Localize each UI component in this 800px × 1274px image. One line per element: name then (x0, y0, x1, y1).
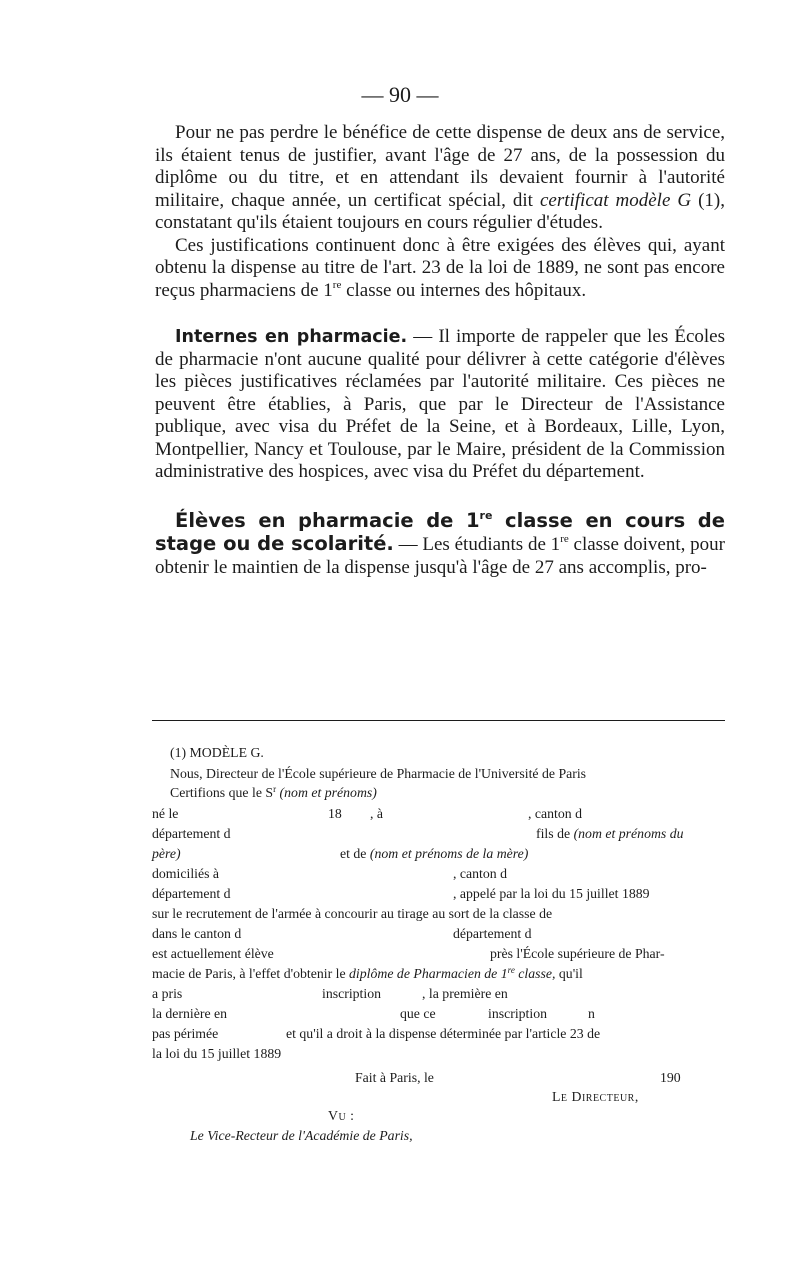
footnote-field: et qu'il a droit à la dispense déterminée par l'article 23 de (286, 1026, 601, 1041)
section-internes: Internes en pharmacie. — Il importe de rappeler que les Écoles de pharmacie n'ont aucune qualité pour délivrer à cette catégorie d'élèves les pièces justificatives réclamées par l'autorité militaire. Ces pièces ne peuvent être établies, à Paris, que par le Directeur de l'Assistance publique, avec visa du Préfet de la Seine, et à Bordeaux, Lille, Lyon, Montpellier, Nancy et Toulouse, par le Maire, président de la Commission administrative des hospices, avec visa du Préfet du département. (155, 326, 725, 482)
footnote-field: près l'École supérieure de Phar- (490, 946, 665, 961)
signature-directeur: Le Directeur, (552, 1089, 639, 1104)
paragraph-1: Pour ne pas perdre le bénéfice de cette dispense de deux ans de service, ils étaient tenus de justifier, avant l'âge de 27 ans, de la possession du diplôme ou du titre, et en attendant ils devaient fournir à l'autorité militaire, chaque année, un certificat spécial, dit certificat modèle G (1), constatant qu'ils étaient toujours en cours régulier d'études. (155, 122, 726, 233)
signature-vu: Vu : (328, 1108, 355, 1123)
footnote-field: , la première en (422, 986, 508, 1001)
footnote-field: , à (370, 806, 384, 821)
footnote-field: 18 (328, 806, 342, 821)
section-heading: Élèves en pharmacie de 1re classe en cours de stage ou de scolarité. (155, 508, 725, 555)
footnote-line: sur le recrutement de l'armée à concourir au tirage au sort de la classe de (152, 906, 553, 921)
footnote-line: dans le canton d (152, 926, 242, 941)
footnote-line: domiciliés à (152, 866, 220, 881)
footnote-line: la dernière en (152, 1006, 228, 1021)
footnote-field: , canton d (528, 806, 583, 821)
paragraph-2: Ces justifications continuent donc à être exigées des élèves qui, ayant obtenu la dispense au titre de l'art. 23 de la loi de 1889, ne sont pas encore reçus pharmaciens de 1re classe ou internes des hôpitaux. (155, 234, 725, 301)
signature-vice-recteur: Le Vice-Recteur de l'Académie de Paris, (190, 1128, 413, 1143)
section-eleves: Élèves en pharmacie de 1re classe en cours de stage ou de scolarité. — Les étudiants de 1re classe doivent, pour obtenir le maintien de la dispense jusqu'à l'âge de 27 ans accomplis, pro- (155, 508, 725, 578)
footnote-field: que ce (400, 1006, 436, 1021)
footnote-line: Certifions que le $S^r$ (nom et prénoms) (170, 784, 377, 800)
footnote-line: département d (152, 886, 231, 901)
footnote-line: macie de Paris, à l'effet d'obtenir le diplôme de Pharmacien de 1re classe, qu'il (152, 965, 583, 981)
main-text (155, 122, 725, 579)
footnote-line: pas périmée (152, 1026, 219, 1041)
footnote-line: père) (152, 846, 181, 861)
footnote-line: Nous, Directeur de l'École supérieure de Pharmacie de l'Université de Paris (170, 766, 587, 781)
footnote-line: a pris (152, 986, 183, 1001)
footnote-rule (152, 720, 725, 721)
footnote-field: n (588, 1006, 595, 1021)
italic-term: certificat modèle G (539, 189, 692, 211)
footnote-line: département d (152, 826, 231, 841)
footnote-line: la loi du 15 juillet 1889 (152, 1046, 282, 1061)
footnote-field: inscription (488, 1006, 548, 1021)
footnote-field: , appelé par la loi du 15 juillet 1889 (453, 886, 650, 901)
page-number: — 90 — (361, 82, 439, 107)
footnote-field: et de (nom et prénoms de la mère) (340, 846, 529, 861)
footnote-line: est actuellement élève (152, 946, 274, 961)
section-heading: Internes en pharmacie. (175, 327, 408, 347)
footnote-title: (1) MODÈLE G. (170, 745, 264, 760)
footnote-line: né le (152, 806, 179, 821)
footnote-field: département d (453, 926, 532, 941)
footnote-field: fils de (nom et prénoms du (536, 826, 684, 841)
signature-place-date: Fait à Paris, le (355, 1070, 434, 1085)
signature-year: 190 (660, 1070, 681, 1085)
footnote-field: , canton d (453, 866, 508, 881)
footnote-field: inscription (322, 986, 382, 1001)
